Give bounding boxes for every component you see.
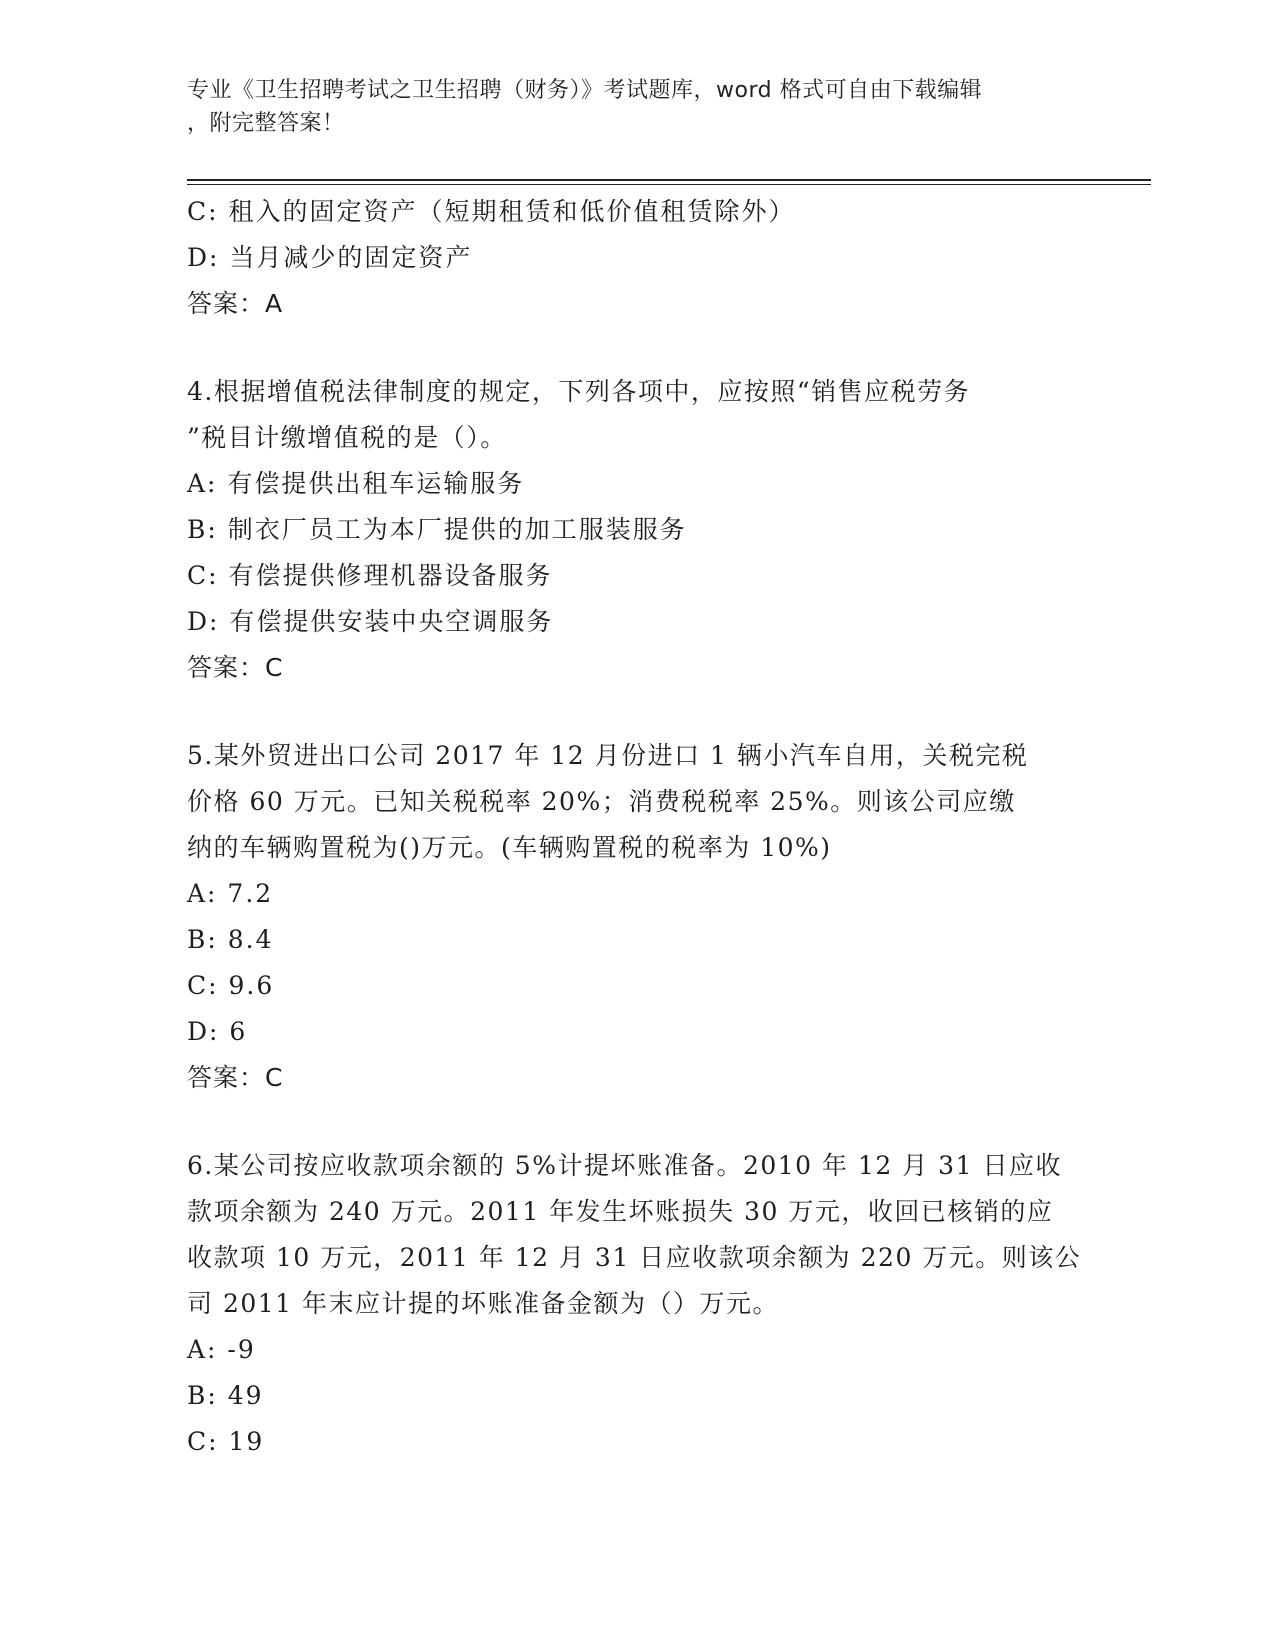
option-c: C: 19 <box>187 1427 265 1456</box>
option-a: A: 7.2 <box>187 879 274 908</box>
question-list <box>187 189 1087 1465</box>
header-divider-thick <box>187 179 1151 181</box>
question-4 <box>187 369 1087 691</box>
stem-line: 5.某外贸进出口公司 2017 年 12 月份进口 1 辆小汽车自用，关税完税 <box>187 741 1029 770</box>
option-d: D: 当月减少的固定资产 <box>187 243 473 272</box>
header-line-1: 专业《卫生招聘考试之卫生招聘（财务）》考试题库，word 格式可自由下载编辑 <box>187 78 983 103</box>
spacer <box>187 691 1087 733</box>
question-stem <box>187 733 1087 871</box>
stem-line: 款项余额为 240 万元。2011 年发生坏账损失 30 万元，收回已核销的应 <box>187 1197 1054 1226</box>
header-divider-thin <box>187 184 1151 185</box>
question-stem <box>187 369 1087 461</box>
option-c: C: 租入的固定资产（短期租赁和低价值租赁除外） <box>187 197 796 226</box>
header-line-2: ，附完整答案！ <box>187 111 345 136</box>
question-stem <box>187 1143 1087 1327</box>
option-c: C: 有偿提供修理机器设备服务 <box>187 561 553 590</box>
stem-line: 司 2011 年末应计提的坏账准备金额为（）万元。 <box>187 1289 780 1318</box>
question-6 <box>187 1143 1087 1465</box>
answer-label: 答案：A <box>187 289 284 318</box>
document-header <box>187 74 1067 140</box>
option-b: B: 49 <box>187 1381 264 1410</box>
question-5 <box>187 733 1087 1101</box>
option-d: D: 6 <box>187 1017 248 1046</box>
stem-line: ”税目计缴增值税的是（）。 <box>187 423 507 452</box>
stem-line: 6.某公司按应收款项余额的 5%计提坏账准备。2010 年 12 月 31 日应收 <box>187 1151 1062 1180</box>
option-d: D: 有偿提供安装中央空调服务 <box>187 607 554 636</box>
option-b: B: 制衣厂员工为本厂提供的加工服装服务 <box>187 515 687 544</box>
option-a: A: 有偿提供出租车运输服务 <box>187 469 525 498</box>
option-b: B: 8.4 <box>187 925 274 954</box>
spacer <box>187 1101 1087 1143</box>
stem-line: 收款项 10 万元，2011 年 12 月 31 日应收款项余额为 220 万元。则该公 <box>187 1243 1082 1272</box>
option-a: A: -9 <box>187 1335 256 1364</box>
answer-label: 答案：C <box>187 1063 284 1092</box>
stem-line: 4.根据增值税法律制度的规定，下列各项中，应按照“销售应税劳务 <box>187 377 971 406</box>
stem-line: 价格 60 万元。已知关税税率 20%；消费税税率 25%。则该公司应缴 <box>187 787 1016 816</box>
spacer <box>187 327 1087 369</box>
stem-line: 纳的车辆购置税为()万元。(车辆购置税的税率为 10%) <box>187 833 832 862</box>
option-c: C: 9.6 <box>187 971 275 1000</box>
answer-label: 答案：C <box>187 653 284 682</box>
question-3-tail <box>187 189 1087 327</box>
